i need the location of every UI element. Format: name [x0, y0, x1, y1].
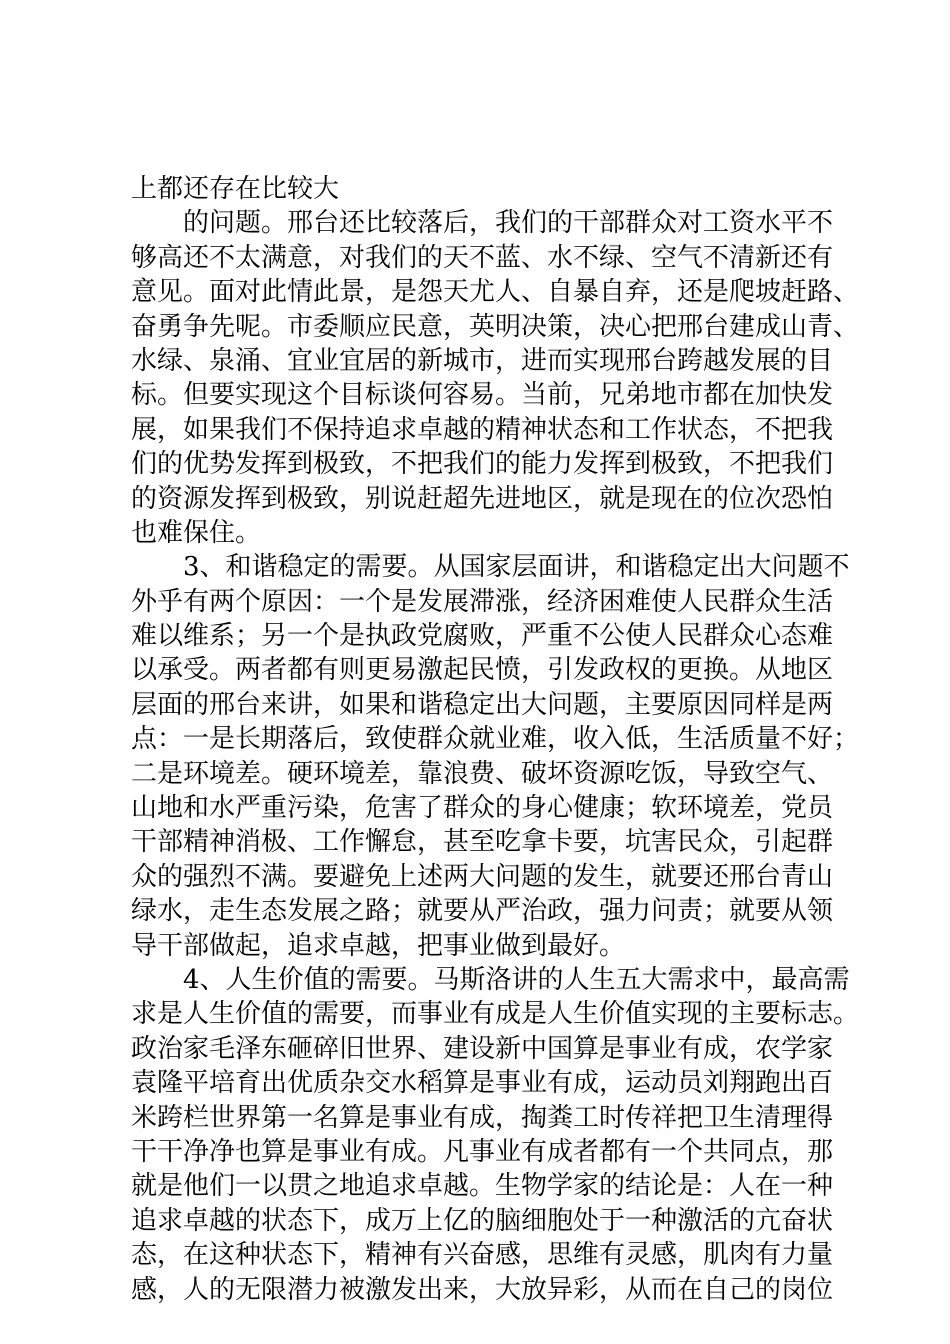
text-line: 的资源发挥到极致，别说赶超先进地区，就是现在的位次恐怕: [131, 483, 834, 514]
text-line: 标。但要实现这个目标谈何容易。当前，兄弟地市都在加快发: [131, 380, 834, 411]
text-line: 导干部做起，追求卓越，把事业做到最好。: [131, 930, 626, 961]
text-line: 以承受。两者都有则更易激起民愤，引发政权的更换。从地区: [131, 655, 834, 686]
text-line: 态，在这种状态下，精神有兴奋感，思维有灵感，肌肉有力量: [131, 1240, 834, 1271]
text-line: 3、和谐稳定的需要。从国家层面讲，和谐稳定出大问题不: [183, 552, 850, 583]
text-line: 难以维系；另一个是执政党腐败，严重不公使人民群众心态难: [131, 621, 834, 652]
text-line: 追求卓越的状态下，成万上亿的脑细胞处于一种激活的亢奋状: [131, 1205, 834, 1236]
text-line: 们的优势发挥到极致，不把我们的能力发挥到极致，不把我们: [131, 449, 834, 480]
text-line: 求是人生价值的需要，而事业有成是人生价值实现的主要标志。: [131, 999, 860, 1030]
text-line: 米跨栏世界第一名算是事业有成，掏粪工时传祥把卫生清理得: [131, 1102, 834, 1133]
text-line: 够高还不太满意，对我们的天不蓝、水不绿、空气不清新还有: [131, 242, 834, 273]
text-line: 山地和水严重污染，危害了群众的身心健康；软环境差，党员: [131, 793, 834, 824]
text-line: 二是环境差。硬环境差，靠浪费、破坏资源吃饭，导致空气、: [131, 758, 834, 789]
text-line: 上都还存在比较大: [131, 174, 340, 204]
text-line: 就是他们一以贯之地追求卓越。生物学家的结论是：人在一种: [131, 1171, 834, 1202]
text-line: 4、人生价值的需要。马斯洛讲的人生五大需求中，最高需: [183, 964, 850, 995]
text-line: 点：一是长期落后，致使群众就业难，收入低，生活质量不好；: [131, 724, 860, 755]
text-line: 干干净净也算是事业有成。凡事业有成者都有一个共同点，那: [131, 1136, 834, 1167]
text-line: 水绿、泉涌、宜业宜居的新城市，进而实现邢台跨越发展的目: [131, 345, 834, 376]
text-line: 绿水，走生态发展之路；就要从严治政，强力问责；就要从领: [131, 896, 834, 927]
text-line: 层面的邢台来讲，如果和谐稳定出大问题，主要原因同样是两: [131, 689, 834, 720]
text-line: 展，如果我们不保持追求卓越的精神状态和工作状态，不把我: [131, 414, 834, 445]
text-line: 的问题。邢台还比较落后，我们的干部群众对工资水平不: [183, 208, 834, 239]
document-body: [131, 172, 860, 1307]
text-line: 袁隆平培育出优质杂交水稻算是事业有成，运动员刘翔跑出百: [131, 1068, 834, 1099]
text-line: 奋勇争先呢。市委顺应民意，英明决策，决心把邢台建成山青、: [131, 311, 860, 342]
text-line: 众的强烈不满。要避免上述两大问题的发生，就要还邢台青山: [131, 861, 834, 892]
text-line: 干部精神消极、工作懈怠，甚至吃拿卡要，坑害民众，引起群: [131, 827, 834, 858]
text-line: 外乎有两个原因：一个是发展滞涨，经济困难使人民群众生活: [131, 586, 834, 617]
text-line: 政治家毛泽东砸碎旧世界、建设新中国算是事业有成，农学家: [131, 1033, 834, 1064]
text-line: 意见。面对此情此景，是怨天尤人、自暴自弃，还是爬坡赶路、: [131, 277, 860, 308]
text-line: 感，人的无限潜力被激发出来，大放异彩，从而在自己的岗位: [131, 1274, 834, 1305]
text-line: 也难保住。: [131, 517, 262, 548]
